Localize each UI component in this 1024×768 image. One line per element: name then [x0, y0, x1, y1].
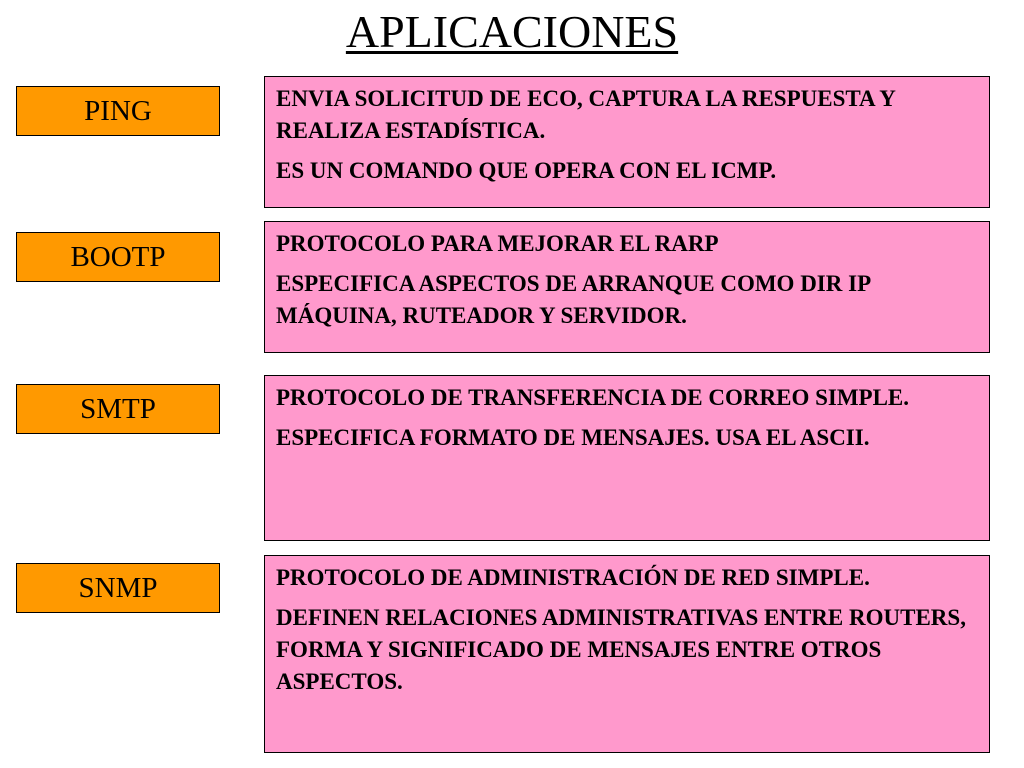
bootp-description: [264, 221, 990, 353]
ping-description-line-1: ENVIA SOLICITUD DE ECO, CAPTURA LA RESPUESTA Y REALIZA ESTADÍSTICA.: [276, 86, 896, 143]
smtp-description: [264, 375, 990, 541]
ping-description: [264, 76, 990, 208]
ping-label: PING: [16, 86, 220, 136]
page-title: APLICACIONES: [345, 6, 679, 57]
snmp-description: [264, 555, 990, 753]
snmp-description-line-1: PROTOCOLO DE ADMINISTRACIÓN DE RED SIMPLE.: [276, 565, 870, 590]
smtp-description-line-1: PROTOCOLO DE TRANSFERENCIA DE CORREO SIMPLE.: [276, 385, 910, 410]
snmp-label: SNMP: [16, 563, 220, 613]
smtp-description-line-2: ESPECIFICA FORMATO DE MENSAJES. USA EL ASCII.: [276, 425, 870, 450]
snmp-description-line-2: DEFINEN RELACIONES ADMINISTRATIVAS ENTRE ROUTERS, FORMA Y SIGNIFICADO DE MENSAJES ENTRE OTROS ASPECTOS.: [276, 605, 966, 694]
bootp-description-line-1: PROTOCOLO PARA MEJORAR EL RARP: [276, 231, 719, 256]
ping-description-line-2: ES UN COMANDO QUE OPERA CON EL ICMP.: [276, 158, 777, 183]
bootp-label: BOOTP: [16, 232, 220, 282]
smtp-label: SMTP: [16, 384, 220, 434]
bootp-description-line-2: ESPECIFICA ASPECTOS DE ARRANQUE COMO DIR IP MÁQUINA, RUTEADOR Y SERVIDOR.: [276, 271, 870, 328]
